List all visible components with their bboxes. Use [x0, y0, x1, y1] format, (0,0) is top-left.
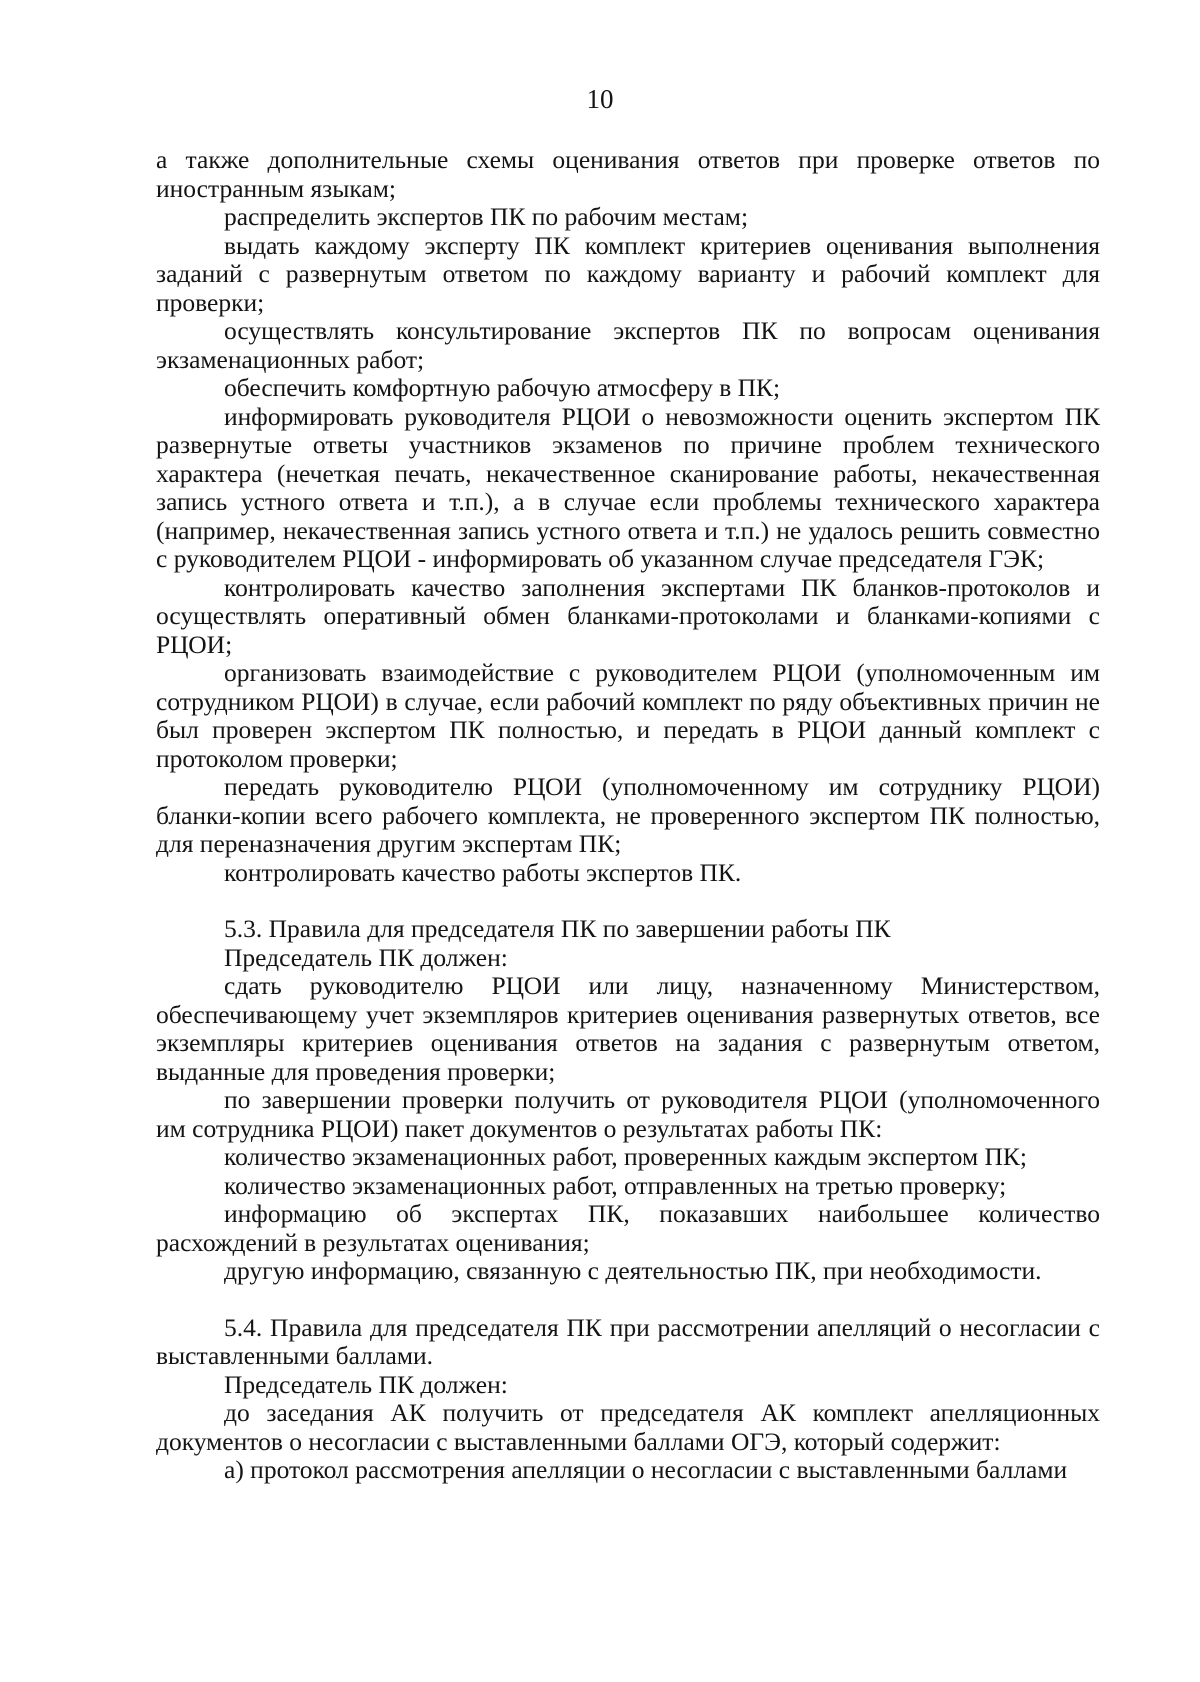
section-gap: [156, 1286, 1100, 1314]
paragraph: до заседания АК получить от председателя АК комплект апелляционных документов о несогласии с выставленными баллами ОГЭ, который содержит:: [156, 1398, 1100, 1456]
paragraph: Председатель ПК должен:: [224, 942, 508, 972]
paragraph: осуществлять консультирование экспертов ПК по вопросам оценивания экзаменационных работ;: [156, 316, 1100, 374]
paragraph: сдать руководителю РЦОИ или лицу, назначенному Министерством, обеспечивающему учет экземпляров критериев оценивания развернутых ответов, все экземпляры критериев оценивания ответов на задания с развернутым ответом, выданные для проведения проверки;: [156, 971, 1100, 1086]
paragraph: а) протокол рассмотрения апелляции о несогласии с выставленными баллами: [224, 1455, 1068, 1484]
paragraph: Председатель ПК должен:: [224, 1369, 508, 1399]
paragraph: организовать взаимодействие с руководителем РЦОИ (уполномоченным им сотрудником РЦОИ) в случае, если рабочий комплект по ряду объективных причин не был проверен экспертом ПК полностью, и передать в РЦОИ данный комплект с протоколом проверки;: [156, 658, 1100, 773]
document-body: [156, 146, 1100, 1485]
section-heading: 5.3. Правила для председателя ПК по завершении работы ПК: [224, 914, 891, 943]
paragraph: а также дополнительные схемы оценивания ответов при проверке ответов по иностранным языкам;: [156, 145, 1100, 203]
paragraph: информировать руководителя РЦОИ о невозможности оценить экспертом ПК развернутые ответы участников экзаменов по причине проблем технического характера (нечеткая печать, некачественное сканирование работы, некачественная запись устного ответа и т.п.), а в случае если проблемы технического характера (например, некачественная запись устного ответа и т.п.) не удалось решить совместно с руководителем РЦОИ - информировать об указанном случае председателя ГЭК;: [156, 401, 1100, 573]
paragraph: выдать каждому эксперту ПК комплект критериев оценивания выполнения заданий с развернутым ответом по каждому варианту и рабочий комплект для проверки;: [156, 230, 1100, 317]
section-gap: [156, 887, 1100, 915]
page-number: 10: [586, 84, 614, 114]
paragraph: информацию об экспертах ПК, показавших наибольшее количество расхождений в результатах оценивания;: [156, 1199, 1100, 1257]
paragraph: контролировать качество работы экспертов ПК.: [224, 857, 742, 887]
paragraph: количество экзаменационных работ, отправленных на третью проверку;: [224, 1170, 1007, 1200]
paragraph: передать руководителю РЦОИ (уполномоченному им сотруднику РЦОИ) бланки-копии всего рабочего комплекта, не проверенного экспертом ПК полностью, для переназначения другим экспертам ПК;: [156, 772, 1100, 858]
paragraph: количество экзаменационных работ, проверенных каждым экспертом ПК;: [224, 1142, 1027, 1171]
paragraph: другую информацию, связанную с деятельностью ПК, при необходимости.: [224, 1256, 1042, 1285]
paragraph: контролировать качество заполнения экспертами ПК бланков-протоколов и осуществлять оперативный обмен бланками-протоколами и бланками-копиями с РЦОИ;: [156, 572, 1100, 659]
paragraph: обеспечить комфортную рабочую атмосферу в ПК;: [224, 373, 781, 402]
paragraph: по завершении проверки получить от руководителя РЦОИ (уполномоченного им сотрудника РЦОИ) пакет документов о результатах работы ПК:: [156, 1085, 1100, 1143]
section-heading: 5.4. Правила для председателя ПК при рассмотрении апелляций о несогласии с выставленными баллами.: [156, 1312, 1100, 1370]
paragraph: распределить экспертов ПК по рабочим местам;: [224, 202, 749, 231]
